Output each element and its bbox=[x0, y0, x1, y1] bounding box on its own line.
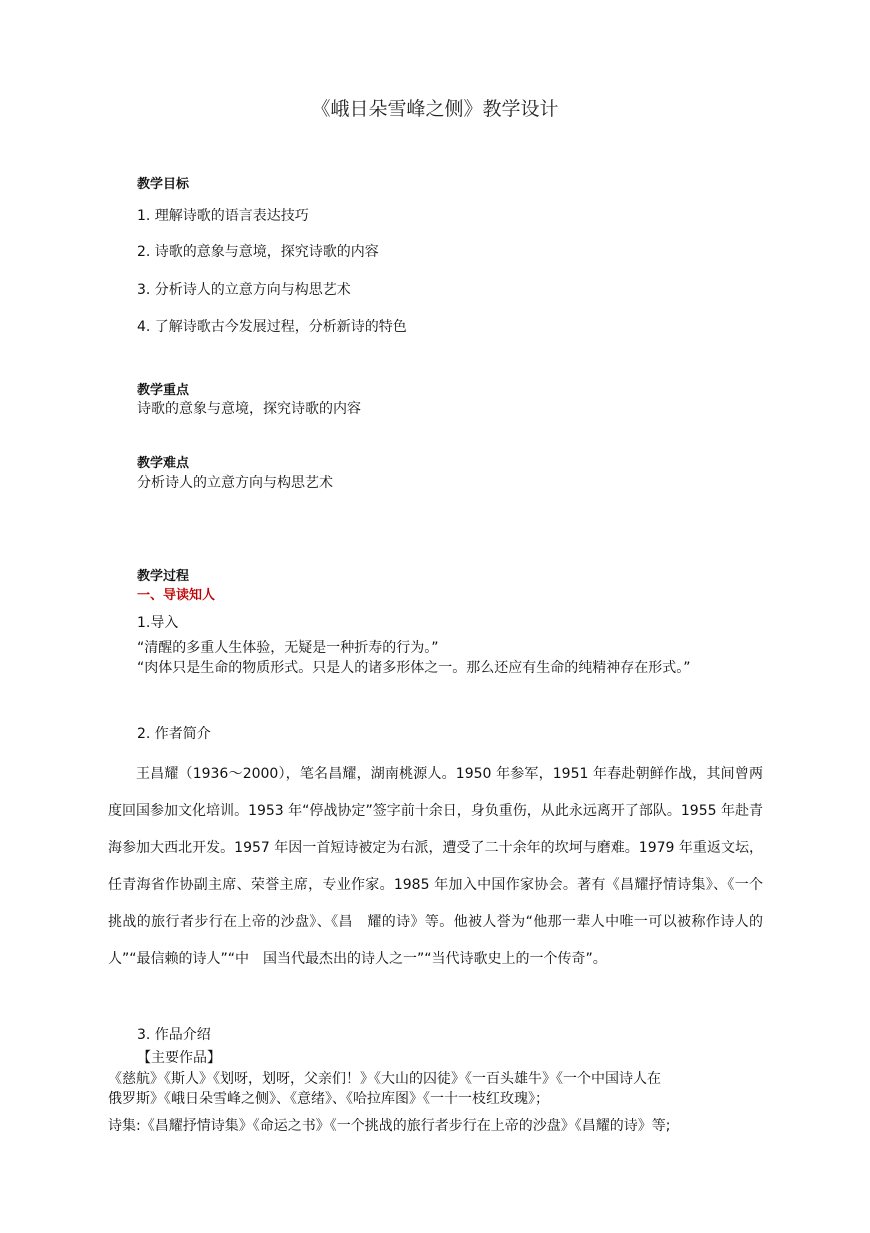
main-works-line: 俄罗斯》《峨日朵雪峰之侧》、《意绪》、《哈拉库图》《一十一枝红玫瑰》； bbox=[108, 1091, 549, 1107]
author-label: 2. 作者简介 bbox=[137, 726, 211, 742]
main-works-line: 《慈航》《斯人》《划呀，划呀，父亲们！》《大山的囚徒》《一百头雄牛》《一个中国诗人在 bbox=[108, 1071, 661, 1087]
key-point-text: 诗歌的意象与意境，探究诗歌的内容 bbox=[137, 401, 361, 417]
objective-item: 1. 理解诗歌的语言表达技巧 bbox=[137, 208, 309, 224]
quote: “清醒的多重人生体验，无疑是一种折寿的行为。” bbox=[137, 640, 439, 656]
works-label: 3. 作品介绍 bbox=[137, 1027, 211, 1043]
collections-line: 诗集:《昌耀抒情诗集》《命运之书》《一个挑战的旅行者步行在上帝的沙盘》《昌耀的诗》等; bbox=[108, 1118, 671, 1134]
difficulty-heading: 教学难点 bbox=[137, 456, 190, 471]
author-bio bbox=[108, 756, 763, 978]
difficulty-text: 分析诗人的立意方向与构思艺术 bbox=[137, 475, 333, 491]
process-heading: 教学过程 bbox=[137, 569, 190, 584]
section-title: 一、导读知人 bbox=[137, 588, 216, 603]
objectives-heading: 教学目标 bbox=[137, 177, 190, 192]
objective-item: 4. 了解诗歌古今发展过程，分析新诗的特色 bbox=[137, 319, 407, 335]
quote: “肉体只是生命的物质形式。只是人的诸多形体之一。那么还应有生命的纯精神存在形式。” bbox=[137, 660, 691, 676]
main-works-label: 【主要作品】 bbox=[137, 1050, 221, 1066]
objective-item: 2. 诗歌的意象与意境，探究诗歌的内容 bbox=[137, 244, 379, 260]
key-point-heading: 教学重点 bbox=[137, 383, 190, 398]
intro-label: 1.导入 bbox=[137, 615, 179, 631]
author-bio-text: 王昌耀（1936～2000），笔名昌耀，湖南桃源人。1950 年参军，1951 年春赴朝鲜作战，其间曾两度回国参加文化培训。1953 年“停战协定”签字前十余日，身负重伤，从此永远离开了部队。1955 年赴青海参加大西北开发。1957 年因一首短诗被定为右派，遭受了二十余年的坎坷与磨难。1979 年重返文坛，任青海省作协副主席、荣誉主席，专业作家。1985 年加入中国作家协会。著有《昌耀抒情诗集》、《一个挑战的旅行者步行在上帝的沙盘》、《昌 耀的诗》等。他被人誉为“他那一辈人中唯一可以被称作诗人的人”“最信赖的诗人”“中 国当代最杰出的诗人之一”“当代诗歌史上的一个传奇”。 bbox=[108, 766, 763, 967]
objective-item: 3. 分析诗人的立意方向与构思艺术 bbox=[137, 282, 351, 298]
document-title: 《峨日朵雪峰之侧》教学设计 bbox=[311, 98, 559, 120]
